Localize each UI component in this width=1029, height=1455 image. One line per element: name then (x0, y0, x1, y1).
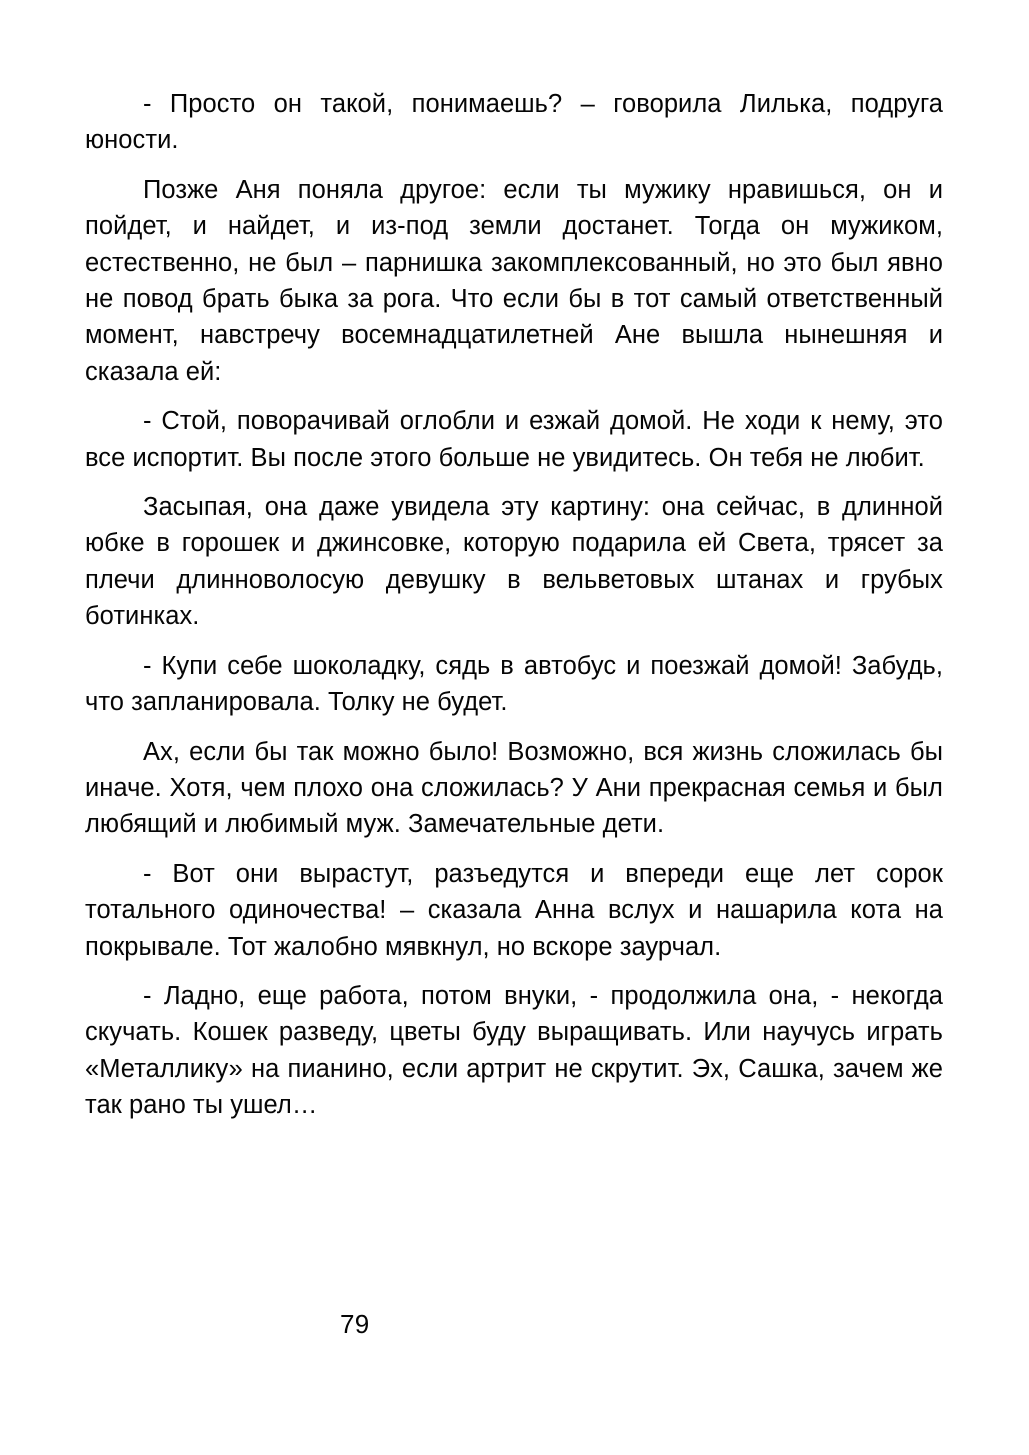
page-number: 79 (340, 1309, 370, 1339)
paragraph: Позже Аня поняла другое: если ты мужику нравишься, он и пойдет, и найдет, и из-под земли достанет. Тогда он мужиком, естественно, не был – парнишка закомплексованный, но это был явно не повод брать быка за рога. Что если бы в тот самый ответственный момент, навстречу восемнадцатилетней Ане вышла нынешняя и сказала ей: (85, 175, 943, 386)
page-body-text (85, 86, 943, 1124)
paragraph: - Купи себе шоколадку, сядь в автобус и поезжай домой! Забудь, что запланировала. Толку не будет. (85, 651, 943, 717)
paragraph: - Просто он такой, понимаешь? – говорила Лилька, подруга юности. (85, 90, 943, 155)
paragraph: - Вот они вырастут, разъедутся и впереди еще лет сорок тотального одиночества! – сказала Анна вслух и нашарила кота на покрывале. Тот жалобно мявкнул, но вскоре заурчал. (85, 859, 943, 961)
paragraph: - Ладно, еще работа, потом внуки, - продолжила она, - некогда скучать. Кошек разведу, цветы буду выращивать. Или научусь играть «Металлику» на пианино, если артрит не скрутит. Эх, Сашка, зачем же так рано ты ушел… (85, 981, 943, 1120)
paragraph: Засыпая, она даже увидела эту картину: она сейчас, в длинной юбке в горошек и джинсовке, которую подарила ей Света, трясет за плечи длинноволосую девушку в вельветовых штанах и грубых ботинках. (85, 493, 943, 631)
paragraph: Ах, если бы так можно было! Возможно, вся жизнь сложилась бы иначе. Хотя, чем плохо она сложилась? У Ани прекрасная семья и был любящий и любимый муж. Замечательные дети. (85, 737, 943, 839)
paragraph: - Стой, поворачивай оглобли и езжай домой. Не ходи к нему, это все испортит. Вы после этого больше не увидитесь. Он тебя не любит. (85, 407, 943, 472)
